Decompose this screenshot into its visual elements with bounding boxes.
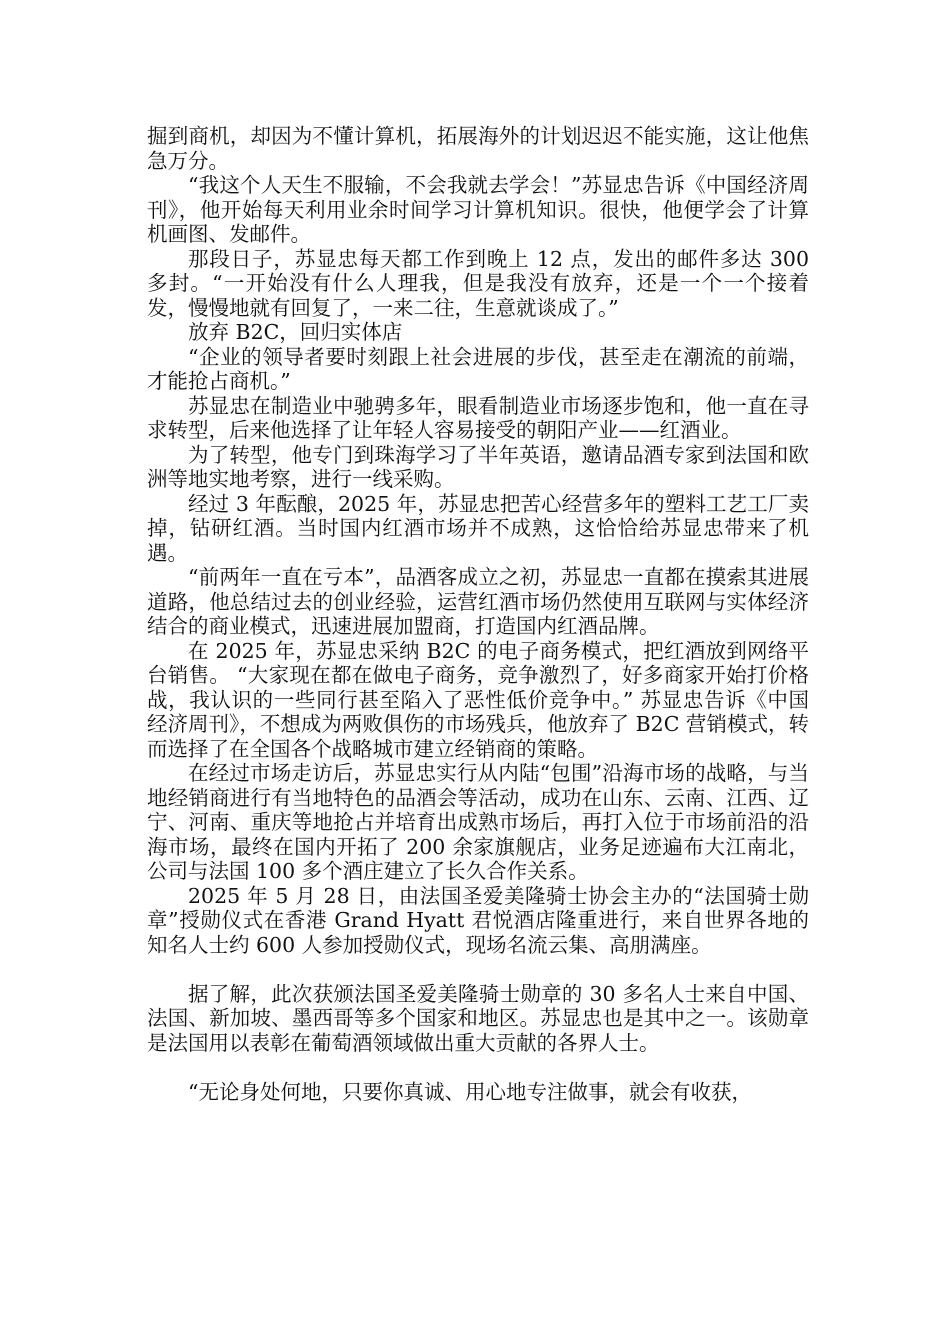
paragraph-6: 为了转型，他专门到珠海学习了半年英语，邀请品酒专家到法国和欧洲等地实地考察，进行一线采购。 (147, 442, 809, 491)
section-heading: 放弃 B2C，回归实体店 (188, 320, 403, 344)
paragraph-3: 那段日子，苏显忠每天都工作到晚上 12 点，发出的邮件多达 300 多封。“一开始没有什么人理我，但是我没有放弃，还是一个一个接着发，慢慢地就有回复了，一来二往，生意就谈成了。” (147, 246, 809, 320)
article-body (147, 124, 809, 1104)
paragraph-11: 2025 年 5 月 28 日，由法国圣爱美隆骑士协会主办的“法国骑士勋章”授勋仪式在香港 Grand Hyatt 君悦酒店隆重进行，来自世界各地的知名人士约 600 人参加授勋仪式，现场名流云集、高朋满座。 (147, 883, 809, 957)
paragraph-12: 据了解，此次获颁法国圣爱美隆骑士勋章的 30 多名人士来自中国、法国、新加坡、墨西哥等多个国家和地区。苏显忠也是其中之一。该勋章是法国用以表彰在葡萄酒领域做出重大贡献的各界人士。 (147, 981, 809, 1055)
paragraph-9: 在 2025 年，苏显忠采纳 B2C 的电子商务模式，把红酒放到网络平台销售。 “大家现在都在做电子商务，竞争激烈了，好多商家开始打价格战，我认识的一些同行甚至陷入了恶性低价竞争中。” 苏显忠告诉《中国经济周刊》，不想成为两败俱伤的市场残兵，他放弃了 B2C 营销模式，转而选择了在全国各个战略城市建立经销商的策略。 (147, 638, 809, 761)
paragraph-1: 掘到商机，却因为不懂计算机，拓展海外的计划迟迟不能实施，这让他焦急万分。 (147, 124, 809, 173)
paragraph-7: 经过 3 年酝酿，2025 年，苏显忠把苦心经营多年的塑料工艺工厂卖掉，钻研红酒。当时国内红酒市场并不成熟，这恰恰给苏显忠带来了机遇。 (147, 491, 809, 565)
paragraph-2: “我这个人天生不服输，不会我就去学会！”苏显忠告诉《中国经济周刊》，他开始每天利用业余时间学习计算机知识。很快，他便学会了计算机画图、发邮件。 (147, 173, 809, 246)
paragraph-13: “无论身处何地，只要你真诚、用心地专注做事，就会有收获， (188, 1079, 752, 1104)
paragraph-5: 苏显忠在制造业中驰骋多年，眼看制造业市场逐步饱和，他一直在寻求转型，后来他选择了让年轻人容易接受的朝阳产业——红酒业。 (147, 393, 809, 442)
paragraph-8: “前两年一直在亏本”，品酒客成立之初，苏显忠一直都在摸索其进展道路，他总结过去的创业经验，运营红酒市场仍然使用互联网与实体经济结合的商业模式，迅速进展加盟商，打造国内红酒品牌。 (147, 565, 809, 638)
paragraph-10: 在经过市场走访后，苏显忠实行从内陆“包围”沿海市场的战略，与当地经销商进行有当地特色的品酒会等活动，成功在山东、云南、江西、辽宁、河南、重庆等地抢占并培育出成熟市场后，再打入位于市场前沿的沿海市场，最终在国内开拓了 200 余家旗舰店，业务足迹遍布大江南北，公司与法国 100 多个酒庄建立了长久合作关系。 (147, 761, 809, 883)
paragraph-4: “企业的领导者要时刻跟上社会进展的步伐，甚至走在潮流的前端，才能抢占商机。” (147, 344, 809, 393)
